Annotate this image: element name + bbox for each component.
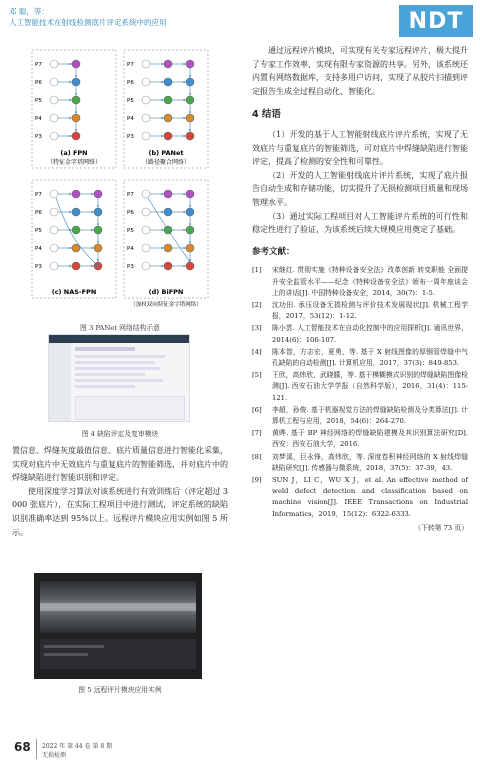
feature-node — [72, 132, 80, 140]
page-header — [0, 0, 480, 40]
feature-node — [164, 262, 172, 270]
feature-node — [186, 226, 194, 234]
reference-text: 黄晔. 基于 BP 神经网络的焊缝缺陷建模及其识别算法研究[D]. 西安：西安石油大学，2016. — [272, 429, 468, 449]
feature-node — [164, 60, 172, 68]
feature-node — [50, 190, 58, 198]
feature-node — [50, 114, 58, 122]
reference-item — [252, 475, 468, 520]
level-label: P3 — [35, 264, 42, 270]
feature-node — [142, 114, 150, 122]
feature-node — [72, 226, 80, 234]
bifpn-label: (d) BiFPN — [148, 288, 184, 296]
reference-text: 沈功田. 承压设备无损检测与评价技术发展现状[J]. 机械工程学报，2017，53(12)：1-12. — [272, 300, 468, 321]
reference-number: [7] — [252, 429, 262, 438]
reference-item — [252, 452, 468, 474]
feature-node — [72, 262, 80, 270]
level-label: P7 — [127, 62, 134, 68]
feature-node — [94, 208, 102, 216]
feature-node — [142, 132, 150, 140]
feature-node — [72, 96, 80, 104]
figure-4-caption: 图 4 缺陷评定及复审模块 — [81, 430, 159, 438]
panet-label: (b) PANet — [148, 149, 184, 157]
reference-number: [2] — [252, 300, 262, 309]
feature-node — [164, 132, 172, 140]
figure-remote-film-screenshot — [34, 573, 202, 679]
level-label: P6 — [127, 80, 134, 86]
reference-number: [4] — [252, 347, 262, 356]
conclusion-1: （1）开发的基于人工智能射线底片评片系统，实现了无效底片与重复底片的智能筛选，可对底片中焊缝缺陷进行智能评定，提高了检测的安全性和可靠性。 — [252, 129, 468, 167]
feature-node — [50, 208, 58, 216]
feature-node — [50, 244, 58, 252]
reference-list — [252, 265, 468, 519]
footer-issue: 2022 年 第 44 卷 第 8 期 — [42, 743, 113, 750]
level-label: P5 — [35, 98, 42, 104]
reference-item — [252, 323, 468, 345]
reference-item — [252, 347, 468, 369]
page-number: 68 — [14, 740, 31, 754]
feature-node — [142, 78, 150, 86]
feature-node — [72, 114, 80, 122]
feature-node — [164, 96, 172, 104]
header-authors: 邓 聪，等： — [9, 7, 49, 16]
feature-node — [186, 190, 194, 198]
feature-node — [164, 114, 172, 122]
panet-label-cn: （路径聚合网络） — [141, 159, 191, 166]
reference-item — [252, 428, 468, 450]
feature-node — [142, 208, 150, 216]
feature-node — [186, 60, 194, 68]
feature-node — [142, 244, 150, 252]
feature-node — [50, 78, 58, 86]
level-label: P3 — [127, 264, 134, 270]
level-label: P7 — [127, 192, 134, 198]
feature-node — [164, 244, 172, 252]
paragraph: 通过远程评片模块，可实现有关专家远程评片，极大提升了专家工作效率，实现有限专家资源的共享。另外，该系统还内置有网络数据库，支持多用户访问，实现了从胶片扫描到评定报告生成全过程自动化、智能化。 — [252, 46, 468, 96]
bifpn-label-cn: （加权双向特征金字塔网络） — [130, 302, 202, 308]
reference-number: [6] — [252, 405, 262, 414]
feature-node — [186, 208, 194, 216]
feature-node — [142, 226, 150, 234]
figure-5-caption: 图 5 远程评片模块应用实例 — [78, 686, 162, 694]
figure-defect-review-screenshot — [48, 334, 190, 422]
feature-node — [164, 208, 172, 216]
feature-node — [72, 208, 80, 216]
journal-logo: NDT — [399, 5, 473, 37]
reference-item — [252, 265, 468, 299]
feature-node — [142, 60, 150, 68]
conclusion-2: （2）开发的人工智能射线底片评片系统，实现了底片报告自动生成和存储功能，切实提升了无损检测项目质量和现场管理水平。 — [252, 170, 468, 207]
feature-node — [72, 190, 80, 198]
left-body-text — [12, 444, 228, 539]
header-title: 人工智能技术在射线检测底片评定系统中的应用 — [9, 18, 167, 27]
level-label: P3 — [127, 134, 134, 140]
feature-node — [142, 190, 150, 198]
feature-node — [186, 262, 194, 270]
reference-number: [1] — [252, 266, 262, 275]
level-label: P4 — [127, 246, 134, 252]
feature-node — [186, 132, 194, 140]
figure-network-structures — [30, 48, 210, 314]
level-label: P6 — [35, 210, 42, 216]
feature-node — [186, 96, 194, 104]
footer-info — [42, 742, 112, 760]
feature-node — [94, 244, 102, 252]
reference-text: 陈本智，方志宏，夏勇，等. 基于 X 射线图像的厚钢管焊缝中气孔缺陷的自动检测[J]. 计算机应用，2017，37(3)：849-853. — [272, 347, 468, 367]
feature-node — [50, 60, 58, 68]
level-label: P6 — [127, 210, 134, 216]
reference-text: 王欣，高炜欣，武晓朦，等. 基于模糊模式识别的焊缝缺陷图像检测[J]. 西安石油大学学报（自然科学版），2016，31(4)：115-121. — [272, 371, 468, 402]
level-label: P3 — [35, 134, 42, 140]
right-column — [252, 44, 468, 535]
nas-fpn-label: (c) NAS-FPN — [51, 288, 97, 296]
reference-number: [9] — [252, 475, 262, 484]
reference-text: SUN J，LI C，WU X J，et al. An effective method of weld defect detection and classification based on machine vision[J]. IEEE Transactions on Industrial Informatics，2019，15(12)：6322-6333. — [272, 475, 468, 518]
reference-number: [5] — [252, 371, 262, 380]
section-heading: 4 结语 — [252, 109, 281, 121]
feature-node — [50, 132, 58, 140]
feature-node — [50, 262, 58, 270]
reference-item — [252, 370, 468, 404]
reference-text: 宋继红. 贯彻实施《特种设备安全法》改革创新 转变职能 全面提升安全监管水平——纪念《特种设备安全法》颁布一周年座谈会上的讲话[J]. 中国特种设备安全，2014，30(7)：1-5. — [272, 266, 468, 297]
paragraph: 使用深度学习算法对该系统进行有效训练后（评定超过 3 000 张底片），在实际工程项目中进行测试，评定系统的缺陷识别准确率达到 95%以上。远程评片模块应用实例如图 5 所示。 — [12, 486, 228, 537]
reference-text: 刘梦溪，巨永锋，高炜欣，等. 深度卷积神经网络的 X 射线焊缝缺陷研究[J]. 传感器与微系统，2018，37(5)：37-39，43. — [272, 452, 468, 472]
level-label: P5 — [35, 228, 42, 234]
fpn-label-cn: （特征金字塔网络） — [46, 159, 102, 166]
level-label: P7 — [35, 62, 42, 68]
reference-item — [252, 300, 468, 322]
footer-journal: 无损检测 — [42, 752, 67, 759]
feature-node — [50, 226, 58, 234]
feature-node — [94, 190, 102, 198]
feature-node — [186, 244, 194, 252]
feature-node — [72, 60, 80, 68]
feature-node — [142, 96, 150, 104]
reference-text: 李超，孙俊. 基于机器视觉方法的焊缝缺陷检测及分类算法[J]. 计算机工程与应用，2018，54(6)：264-270. — [272, 405, 468, 425]
level-label: P4 — [35, 116, 42, 122]
feature-node — [186, 78, 194, 86]
reference-text: 陈小雲. 人工智能技术在自动化控制中的应用探析[J]. 通讯世界，2014(6)：106-107. — [272, 324, 468, 344]
feature-node — [94, 226, 102, 234]
footer-divider — [36, 739, 37, 759]
fpn-label: (a) FPN — [60, 149, 88, 157]
reference-number: [8] — [252, 452, 262, 461]
continued-note: （下转第 73 页） — [414, 523, 468, 532]
feature-node — [50, 96, 58, 104]
feature-node — [72, 78, 80, 86]
level-label: P4 — [127, 116, 134, 122]
reference-item — [252, 405, 468, 427]
level-label: P5 — [127, 98, 134, 104]
feature-node — [164, 78, 172, 86]
level-label: P6 — [35, 80, 42, 86]
level-label: P5 — [127, 228, 134, 234]
conclusion-3: （3）通过实际工程项目对人工智能评片系统的可行性和稳定性进行了验证，为该系统后续大规模应用奠定了基础。 — [252, 211, 468, 235]
reference-number: [3] — [252, 324, 262, 333]
level-label: P4 — [35, 246, 42, 252]
feature-node — [142, 262, 150, 270]
level-label: P7 — [35, 192, 42, 198]
feature-node — [164, 190, 172, 198]
paragraph: 置信息、焊缝灰度最值信息、底片质量信息进行智能化采集，实现对底片中无效底片与重复底片的智能筛选，并对底片中的焊缝缺陷进行智能识别和评定。 — [12, 446, 228, 483]
feature-node — [186, 114, 194, 122]
figure-3-caption: 图 3 PANet 网络结构示意 — [80, 324, 160, 332]
references-heading: 参考文献： — [252, 246, 295, 257]
